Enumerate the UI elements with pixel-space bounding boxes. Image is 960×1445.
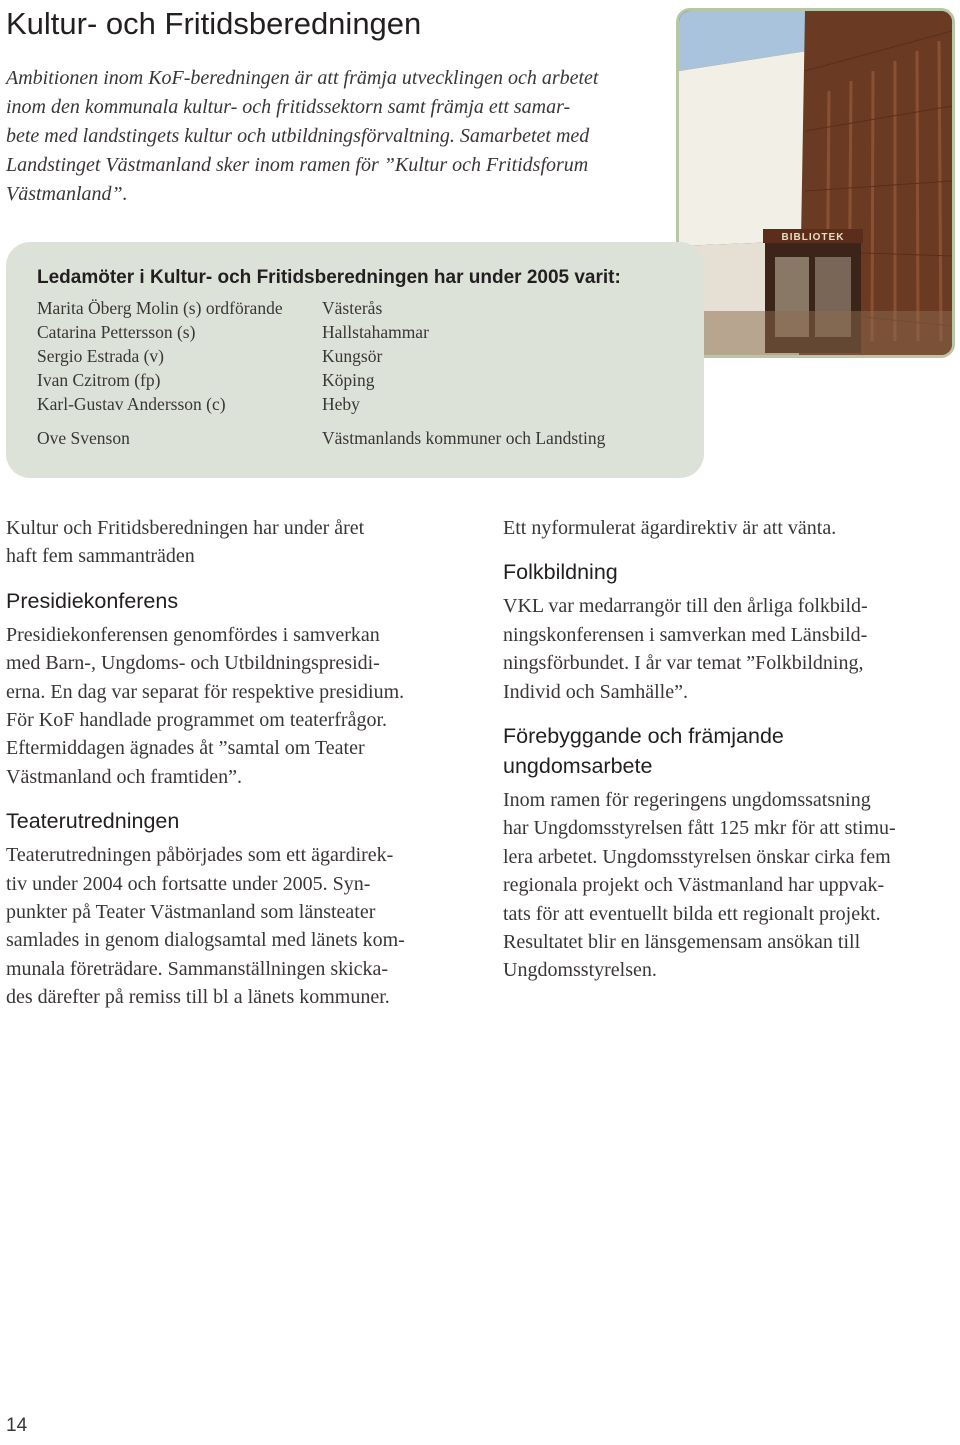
member-row [37,296,697,320]
members-heading: Ledamöter i Kultur- och Fritidsberedningen har under 2005 varit: [37,267,621,288]
text-line: samlades in genom dialogsamtal med länets kom- [6,929,405,952]
text-line: ningsförbundet. I år var temat ”Folkbildning, [503,652,864,675]
member-row [37,344,697,368]
text-line: Ungdomsstyrelsen. [503,959,657,982]
member-place: Hallstahammar [322,322,429,342]
member-row [37,320,697,344]
left-column [6,514,458,1012]
text-line: tats för att eventuellt bilda ett regionalt projekt. [503,902,881,925]
text-line: Eftermiddagen ägnades åt ”samtal om Teater [6,737,365,760]
text-line: ningskonferensen i samverkan med Länsbild- [503,623,868,646]
member-place: Västmanlands kommuner och Landsting [322,428,606,448]
text-line: Resultatet blir en länsgemensam ansökan till [503,931,861,954]
member-name: Ove Svenson [37,428,130,448]
folkbildning-paragraph [503,592,955,706]
sign-text: BIBLIOTEK [781,232,845,243]
heading-line: ungdomsarbete [503,754,653,779]
page-number: 14 [6,1415,28,1436]
member-name: Karl-Gustav Andersson (c) [37,394,226,414]
member-place: Köping [322,370,375,390]
member-place: Heby [322,394,360,414]
text-line: Individ och Samhälle”. [503,680,688,703]
section-heading-folkbildning: Folkbildning [503,560,618,585]
member-row [37,426,697,450]
text-line: haft fem sammanträden [6,545,195,568]
text-line: med Barn-, Ungdoms- och Utbildningspresidi- [6,652,380,675]
right-column [503,514,955,985]
presidiekonferens-paragraph [6,621,458,791]
text-line: des därefter på remiss till bl a länets kommuner. [6,986,390,1009]
member-row [37,392,697,416]
text-line: punkter på Teater Västmanland som länsteater [6,901,376,924]
heading-line: Förebyggande och främjande [503,724,784,749]
ungdomsarbete-paragraph [503,786,955,985]
text-line: Kultur och Fritidsberedningen har under året [6,517,365,539]
text-line: Västmanland och framtiden”. [6,765,243,788]
opening-paragraph [503,514,955,542]
library-building-illustration [679,11,952,355]
member-name: Marita Öberg Molin (s) ordförande [37,298,283,318]
text-line: Ett nyformulerat ägardirektiv är att vänta. [503,517,837,539]
section-heading-teaterutredningen: Teaterutredningen [6,809,180,834]
intro-line: Västmanland”. [6,183,128,205]
member-name: Ivan Czitrom (fp) [37,370,161,390]
intro-paragraph [6,64,666,209]
text-line: erna. En dag var separat för respektive presidium. [6,680,405,703]
member-name: Catarina Pettersson (s) [37,322,196,342]
section-heading-ungdomsarbete [503,721,955,781]
member-row [37,368,697,392]
text-line: regionala projekt och Västmanland har uppvak- [503,874,885,897]
text-line: munala företrädare. Sammanställningen skicka- [6,957,389,980]
text-line: För KoF handlade programmet om teaterfrågor. [6,709,387,732]
intro-line: Landstinget Västmanland sker inom ramen för ”Kultur och Fritidsforum [6,154,589,176]
intro-line: bete med landstingets kultur och utbildningsförvaltning. Samarbetet med [6,125,590,147]
intro-line: inom den kommunala kultur- och fritidssektorn samt främja ett samar- [6,96,571,118]
text-line: Inom ramen för regeringens ungdomssatsning [503,789,871,812]
text-line: Presidiekonferensen genomfördes i samverkan [6,623,380,646]
member-name: Sergio Estrada (v) [37,346,165,366]
library-photo [676,8,955,358]
members-box [6,242,704,478]
text-line: VKL var medarrangör till den årliga folkbild- [503,595,868,618]
member-place: Kungsör [322,346,383,366]
text-line: lera arbetet. Ungdomsstyrelsen önskar cirka fem [503,845,891,868]
section-heading-presidiekonferens: Presidiekonferens [6,588,179,613]
teaterutredningen-paragraph [6,841,458,1011]
text-line: Teaterutredningen påbörjades som ett ägardirek- [6,844,394,867]
page-title: Kultur- och Fritidsberedningen [6,6,422,41]
text-line: har Ungdomsstyrelsen fått 125 mkr för att stimu- [503,817,896,840]
opening-paragraph [6,514,458,571]
text-line: tiv under 2004 och fortsatte under 2005. Syn- [6,872,371,895]
member-place: Västerås [322,298,383,318]
intro-line: Ambitionen inom KoF-beredningen är att främja utvecklingen och arbetet [6,67,599,89]
